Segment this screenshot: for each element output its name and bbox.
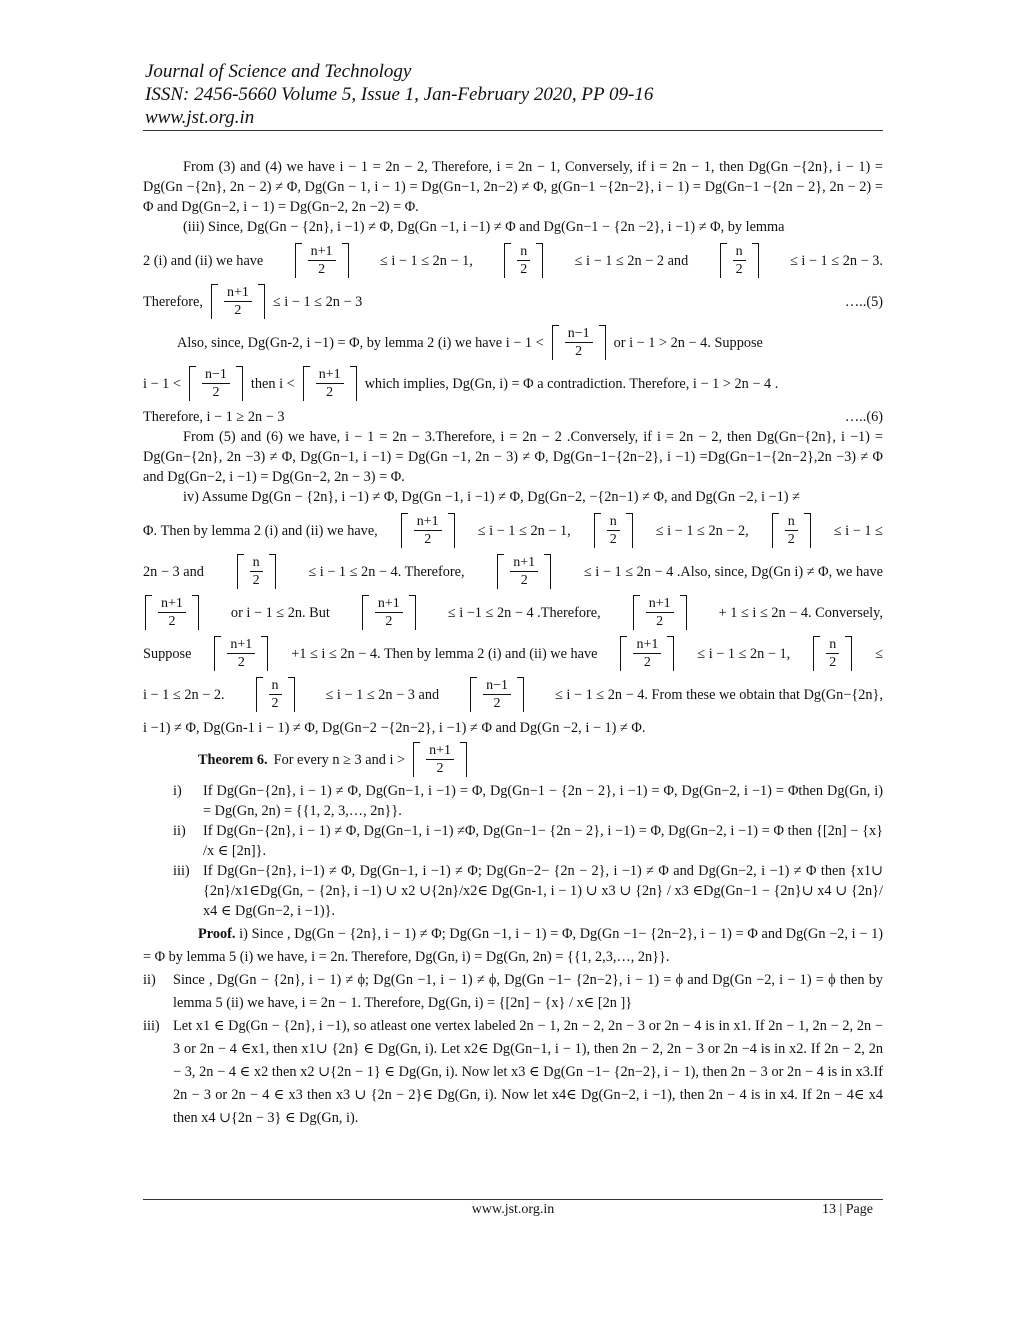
ceil-fraction: n+1 2 xyxy=(620,636,674,671)
theorem-conditions xyxy=(143,781,883,921)
issn-line: ISSN: 2456-5660 Volume 5, Issue 1, Jan-February 2020, PP 09-16 xyxy=(145,84,654,105)
list-item: ii) If Dg(Gn−{2n}, i − 1) ≠ Φ, Dg(Gn−1, i −1) ≠Φ, Dg(Gn−1− {2n − 2}, i −1) = Φ, Dg(Gn−2, i −1) = Φ then {[2n] − {x} /x ∈ [2n]}. xyxy=(173,823,883,859)
proof-items xyxy=(143,969,883,1130)
ceil-fraction: n+1 2 xyxy=(303,366,357,401)
paragraph: From (3) and (4) we have i − 1 = 2n − 2, Therefore, i = 2n − 1, Conversely, if i = 2n − 1, then Dg(Gn −{2n}, i − 1) = Dg(Gn −{2n}, 2n − 2) ≠ Φ, Dg(Gn − 1, i − 1) = Dg(Gn−1, 2n−2) ≠ Φ, g(Gn−1 −{2n−2}, i − 1) = Dg(Gn−1 −{2n − 2}, 2n − 2) = Φ and Dg(Gn−2, i − 1) = Dg(Gn−2, 2n −2) = Φ. xyxy=(143,159,883,215)
inequality-line: i − 1 < n−1 2 then i < n+1 2 which implies, Dg(Gn, i) = Φ a contradiction. Therefore, i − 1 > 2n − 4 . xyxy=(143,367,779,400)
list-item: iii) If Dg(Gn−{2n}, i−1) ≠ Φ, Dg(Gn−1, i −1) ≠ Φ; Dg(Gn−2− {2n − 2}, i −1) ≠ Φ and Dg(Gn−2, i −1) ≠ Φ then {x1∪ {2n}/x1∈Dg(Gn, − {2n}, i −1) ∪ x2 ∪{2n}/x2∈ Dg(Gn-1, i − 1) ∪ x3 ∪ {2n} / x3 ∈Dg(Gn−1 − {2n}∪ x4 ∪ {2n}/ x4 ∈ Dg(Gn−2, i −1)}. xyxy=(173,863,883,919)
ceil-fraction: n+1 2 xyxy=(401,513,455,548)
paragraph: iv) Assume Dg(Gn − {2n}, i −1) ≠ Φ, Dg(Gn −1, i −1) ≠ Φ, Dg(Gn−2, −{2n−1) ≠ Φ, and Dg(Gn −2, i −1) ≠ xyxy=(183,489,800,505)
ceil-fraction: n+1 2 xyxy=(633,595,687,630)
page-number: 13 | Page xyxy=(821,1202,873,1217)
proof-paragraph: Proof. i) Since , Dg(Gn − {2n}, i − 1) ≠ Φ; Dg(Gn −1, i − 1) = Φ, Dg(Gn −1− {2n−2}, i − 1) = Φ and Dg(Gn −2, i − 1) = Φ by lemma 5 (i) we have, i = 2n. Therefore, Dg(Gn, i) = Dg(Gn, 2n) = {{1, 2,3,…, 2n}}. xyxy=(143,926,884,965)
list-item: ii) Since , Dg(Gn − {2n}, i − 1) ≠ ϕ; Dg(Gn −1, i − 1) ≠ ϕ, Dg(Gn −1− {2n−2}, i − 1) = ϕ and Dg(Gn −2, i − 1) = ϕ then by lemma 5 (ii) we have, i = 2n − 1. Therefore, Dg(Gn, i) = {[2n] − {x} / x∈ [2n ]} xyxy=(143,972,883,1011)
ceil-fraction: n+1 2 xyxy=(145,595,199,630)
ceil-fraction: n−1 2 xyxy=(470,677,524,712)
inequality-line: 2 (i) and (ii) we have n+1 2 ≤ i − 1 ≤ 2n − 1, n 2 ≤ i − 1 ≤ 2n − 2 and n 2 ≤ i − 1 ≤ 2n − 3. xyxy=(143,244,883,277)
inequality-line: Also, since, Dg(Gn-2, i −1) = Φ, by lemma 2 (i) we have i − 1 < n−1 2 or i − 1 > 2n − 4. Suppose xyxy=(177,326,763,359)
proof-title: Proof. xyxy=(198,926,236,942)
ceil-fraction: n−1 2 xyxy=(189,366,243,401)
list-item: i) If Dg(Gn−{2n}, i − 1) ≠ Φ, Dg(Gn−1, i −1) = Φ, Dg(Gn−1 − {2n − 2}, i −1) = Φ, Dg(Gn−2, i −1) = Φthen Dg(Gn, i) = Dg(Gn, 2n) = {{1, 2, 3,…, 2n}}. xyxy=(173,783,883,819)
ceil-fraction: n+1 2 xyxy=(413,742,467,777)
ceil-fraction: n 2 xyxy=(256,677,295,712)
ceil-fraction: n+1 2 xyxy=(214,636,268,671)
ceil-fraction: n 2 xyxy=(813,636,852,671)
inequality-line: i − 1 ≤ 2n − 2. n 2 ≤ i − 1 ≤ 2n − 3 and n−1 2 ≤ i − 1 ≤ 2n − 4. From these we obtain that Dg(Gn−{2n}, xyxy=(143,678,883,711)
paragraph: (iii) Since, Dg(Gn − {2n}, i −1) ≠ Φ, Dg(Gn −1, i −1) ≠ Φ and Dg(Gn−1 − {2n −2}, i −1) ≠ Φ, by lemma xyxy=(183,219,785,235)
inequality-line: Φ. Then by lemma 2 (i) and (ii) we have, n+1 2 ≤ i − 1 ≤ 2n − 1, n 2 ≤ i − 1 ≤ 2n − 2, n 2 ≤ i − 1 ≤ xyxy=(143,514,883,547)
page-footer xyxy=(143,1199,883,1217)
journal-title: Journal of Science and Technology xyxy=(145,61,412,82)
ceil-fraction: n 2 xyxy=(772,513,811,548)
equation-5: Therefore, n+1 2 ≤ i − 1 ≤ 2n − 3 …..(5) xyxy=(143,285,883,318)
paragraph: i −1) ≠ Φ, Dg(Gn-1 i − 1) ≠ Φ, Dg(Gn−2 −{2n−2}, i −1) ≠ Φ and Dg(Gn −2, i − 1) ≠ Φ. xyxy=(143,720,646,736)
equation-number: …..(6) xyxy=(844,409,883,425)
ceil-fraction: n 2 xyxy=(720,243,759,278)
equation-number: …..(5) xyxy=(844,293,883,310)
list-item: iii) Let x1 ∈ Dg(Gn − {2n}, i −1), so atleast one vertex labeled 2n − 1, 2n − 2, 2n − 3 or 2n − 4 is in x1. If 2n − 1, 2n − 2, 2n − 3 or 2n − 4 ∈x1, then x1∪ {2n} ∈ Dg(Gn, i). Let x2∈ Dg(Gn−1, i − 1), then 2n − 2, 2n − 3 or 2n −4 is in x2. If 2n − 2, 2n − 3, 2n − 4 ∈ x2 then x2 ∪{2n − 1} ∈ Dg(Gn, i). Now let x3 ∈ Dg(Gn −1− {2n−2}, i − 1), then 2n − 3 or 2n − 4 is in x3.If 2n − 3 or 2n − 4 ∈ x3 then x3 ∪ {2n − 2}∈ Dg(Gn, i). Now let x4∈ Dg(Gn−2, i −1), then 2n − 4 is in x4. If 2n − 4∈ x4 then x4 ∪{2n − 3} ∈ Dg(Gn, i). xyxy=(143,1018,883,1126)
theorem-heading: Theorem 6. For every n ≥ 3 and i > n+1 2 xyxy=(198,742,883,777)
ceil-fraction: n−1 2 xyxy=(552,325,606,360)
equation-6: Therefore, i − 1 ≥ 2n − 3 …..(6) xyxy=(143,409,883,425)
inequality-line: n+1 2 or i − 1 ≤ 2n. But n+1 2 ≤ i −1 ≤ 2n − 4 .Therefore, n+1 2 + 1 ≤ i ≤ 2n − 4. Conversely, xyxy=(143,595,883,630)
header-rule xyxy=(143,130,883,131)
ceil-fraction: n 2 xyxy=(594,513,633,548)
ceil-fraction: n 2 xyxy=(237,554,276,589)
ceil-fraction: n 2 xyxy=(504,243,543,278)
article-body xyxy=(143,157,883,1130)
ceil-fraction: n+1 2 xyxy=(362,595,416,630)
theorem-title: Theorem 6. xyxy=(198,751,268,768)
ceil-fraction: n+1 2 xyxy=(295,243,349,278)
inequality-line: Suppose n+1 2 +1 ≤ i ≤ 2n − 4. Then by lemma 2 (i) and (ii) we have n+1 2 ≤ i − 1 ≤ 2n − 1, n 2 ≤ xyxy=(143,637,883,670)
journal-header xyxy=(145,60,883,129)
ceil-fraction: n+1 2 xyxy=(497,554,551,589)
paragraph: From (5) and (6) we have, i − 1 = 2n − 3.Therefore, i = 2n − 2 .Conversely, if i = 2n − 2, then Dg(Gn−{2n}, i −1) = Dg(Gn−{2n}, 2n −3) ≠ Φ, Dg(Gn−1, i −1) = Dg(Gn −1, 2n − 3) ≠ Φ, Dg(Gn−1−{2n−2}, i −1) =Dg(Gn−1−{2n−2},2n −3) ≠ Φ and Dg(Gn−2, i −1) = Dg(Gn−2, 2n − 3) = Φ. xyxy=(143,429,883,485)
journal-website: www.jst.org.in xyxy=(145,107,255,128)
ceil-fraction: n+1 2 xyxy=(211,284,265,319)
inequality-line: 2n − 3 and n 2 ≤ i − 1 ≤ 2n − 4. Therefore, n+1 2 ≤ i − 1 ≤ 2n − 4 .Also, since, Dg(Gn i) ≠ Φ, we have xyxy=(143,555,883,588)
footer-url: www.jst.org.in xyxy=(471,1202,555,1217)
